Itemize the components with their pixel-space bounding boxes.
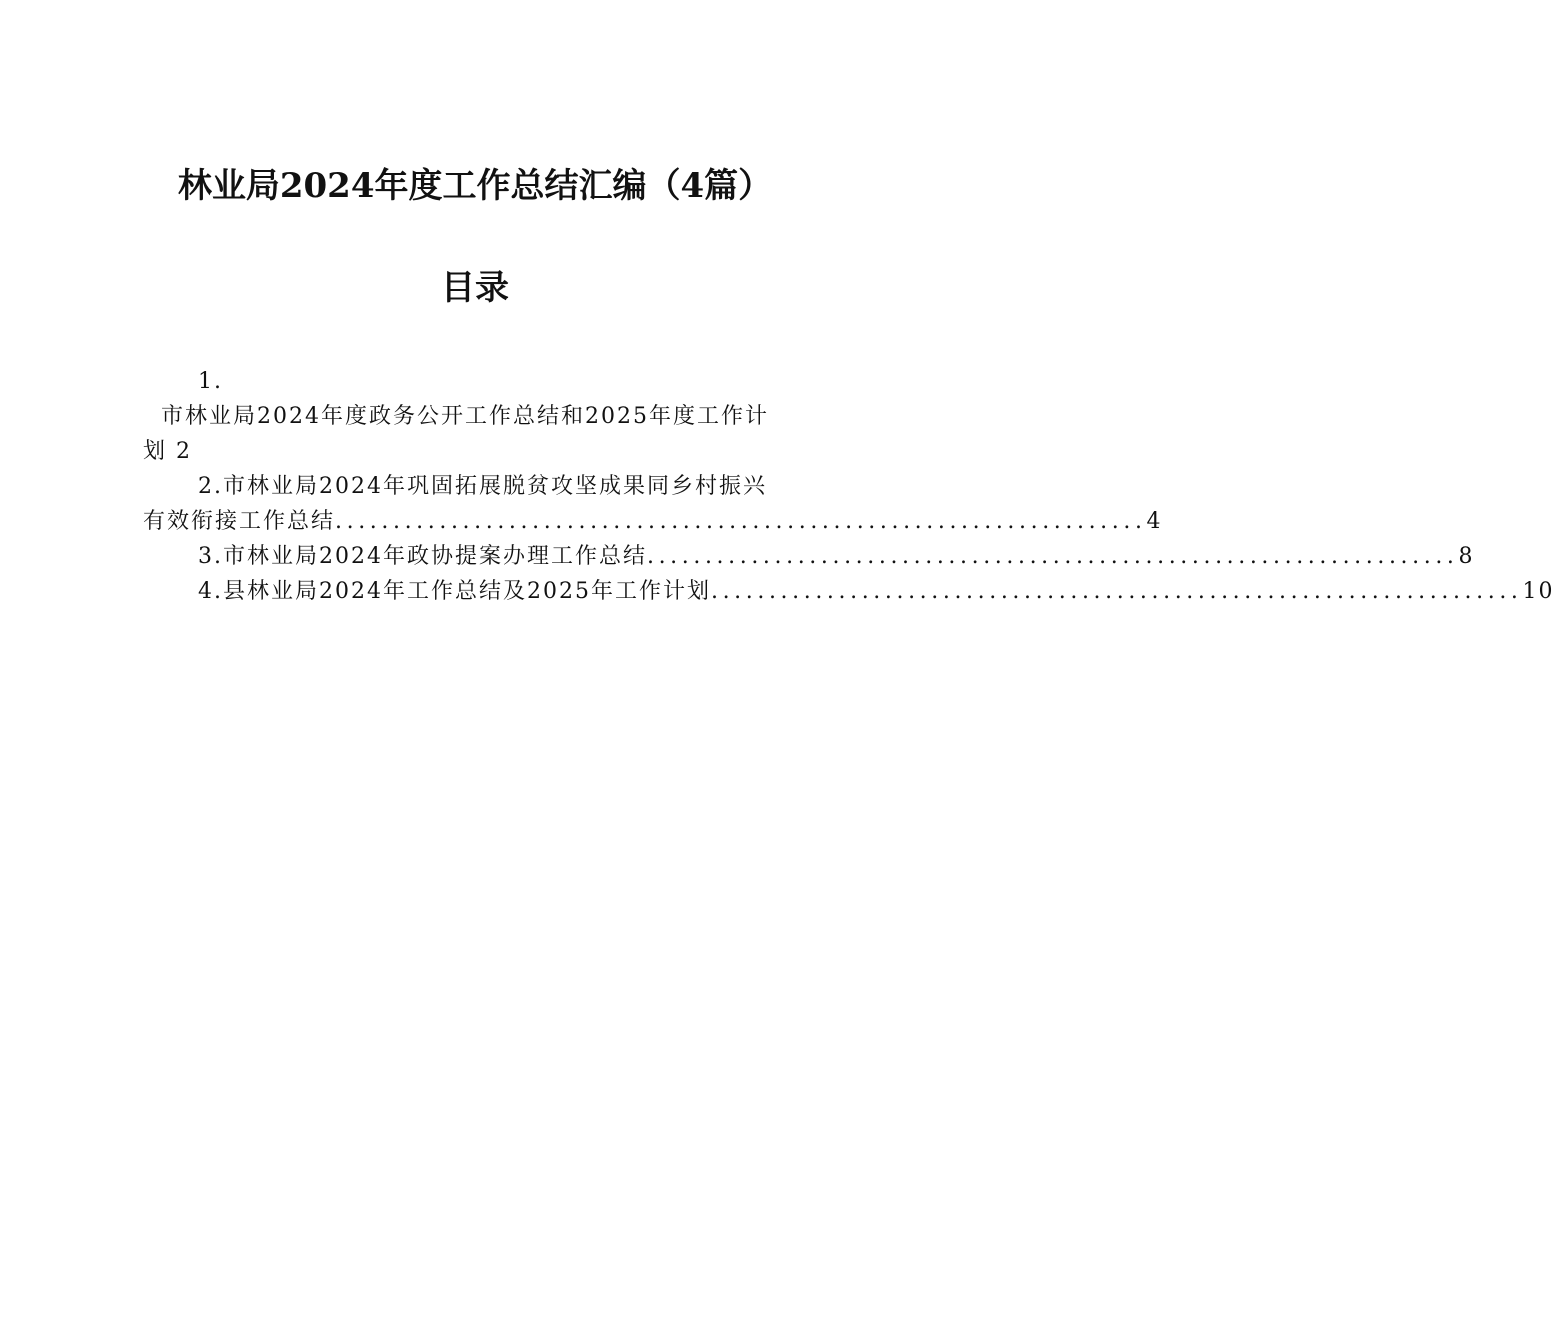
toc-entry-2[interactable] (143, 469, 1163, 539)
toc-leader-dots: ...................................................................... (647, 544, 1459, 569)
toc-entry-title: 市林业局2024年政协提案办理工作总结 (223, 544, 647, 569)
toc-entry-line (143, 539, 1475, 574)
toc-leader-dots: ...................................................................... (710, 579, 1523, 604)
toc-entry-title-line1: 市林业局2024年度政务公开工作总结和2025年度工作计 (161, 404, 769, 429)
toc-entry-title-line2: 有效衔接工作总结 (143, 509, 336, 534)
toc-heading: 目录 (441, 268, 509, 308)
toc-entry-page-number: 8 (1458, 544, 1475, 569)
toc-entry-line (143, 469, 808, 504)
toc-entry-3[interactable] (143, 539, 1475, 574)
toc-entry-title: 县林业局2024年工作总结及2025年工作计划 (223, 579, 711, 604)
toc-entry-line (143, 574, 1555, 609)
toc-entry-page-number: 2 (176, 439, 193, 464)
toc-entry-line (143, 504, 1163, 539)
toc-entry-title-continuation: 划 (143, 439, 168, 464)
table-of-contents (143, 364, 1555, 609)
document-title: 林业局2024年度工作总结汇编（4篇） (177, 166, 773, 206)
toc-entry-page-number: 4 (1146, 509, 1163, 534)
toc-entry-title-line1: 市林业局2024年巩固拓展脱贫攻坚成果同乡村振兴 (223, 474, 767, 499)
toc-leader-dots: ...................................................................... (335, 509, 1147, 534)
toc-entry-number: 4. (198, 579, 223, 604)
toc-entry-number: 3. (198, 544, 223, 569)
toc-entry-number: 1. (198, 369, 223, 394)
toc-entry-number: 2. (198, 474, 223, 499)
toc-entry-page-number: 10 (1522, 579, 1555, 604)
toc-entry-4[interactable] (143, 574, 1555, 609)
toc-entry-1[interactable] (143, 364, 808, 469)
toc-entry-title-line2 (143, 434, 808, 469)
